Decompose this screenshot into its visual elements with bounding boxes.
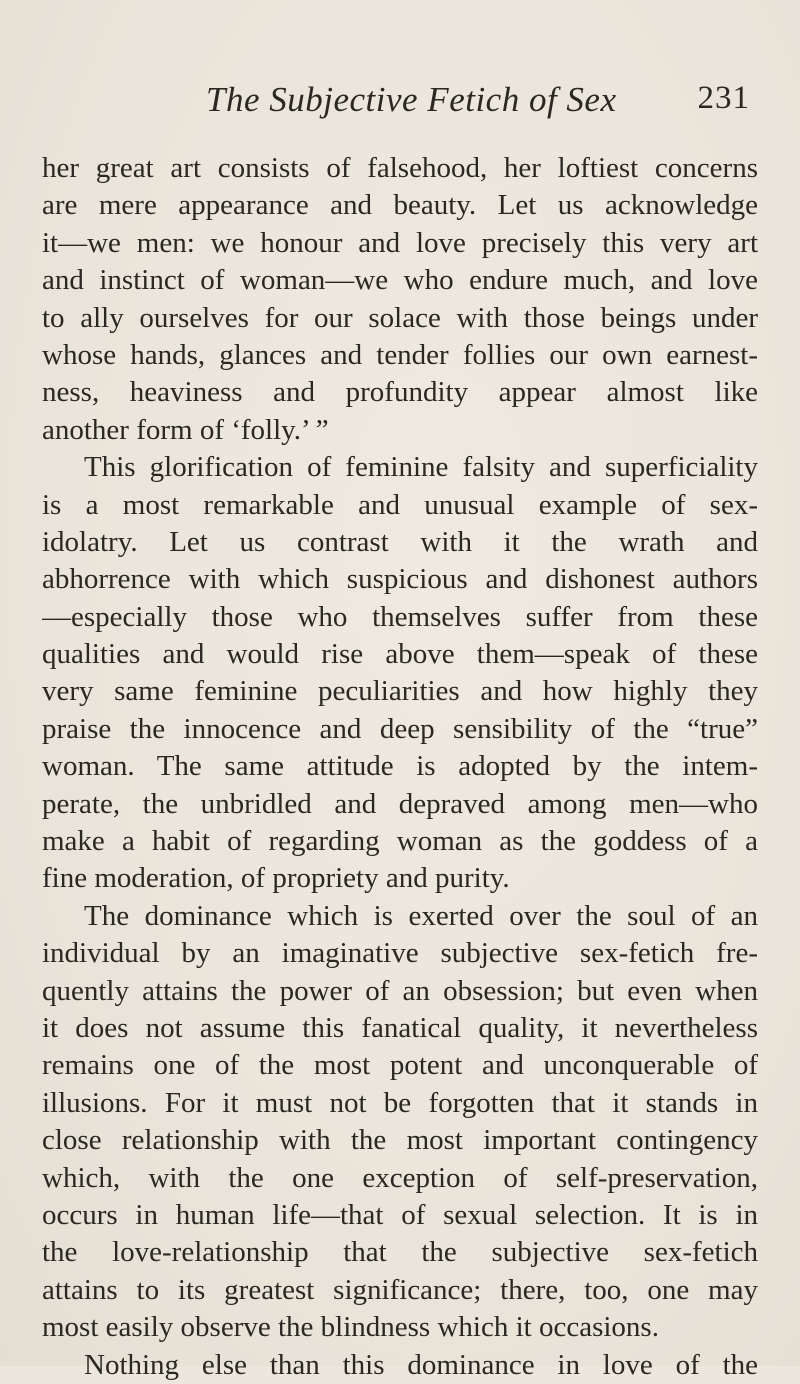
text-line: occurs in human life—that of sexual selection. It is in xyxy=(42,1198,758,1231)
text-line: perate, the unbridled and depraved among men—who xyxy=(42,787,758,820)
text-line: illusions. For it must not be forgotten that it stands in xyxy=(42,1086,758,1119)
text-line: fine moderation, of propriety and purity. xyxy=(42,862,510,895)
text-line: —especially those who themselves suffer from these xyxy=(42,600,758,633)
text-line: praise the innocence and deep sensibility of the “true” xyxy=(42,712,758,745)
text-line: it—we men: we honour and love precisely this very art xyxy=(42,226,758,259)
text-line: whose hands, glances and tender follies our own earnest- xyxy=(42,338,758,371)
text-line: idolatry. Let us contrast with it the wrath and xyxy=(42,525,758,558)
text-line: most easily observe the blindness which it occasions. xyxy=(42,1311,659,1344)
text-line: her great art consists of falsehood, her loftiest concerns xyxy=(42,152,758,184)
text-line: to ally ourselves for our solace with those beings under xyxy=(42,301,758,334)
running-title: The Subjective Fetich of Sex xyxy=(206,80,617,119)
text-line: qualities and would rise above them—speak of these xyxy=(42,638,758,671)
text-line: remains one of the most potent and unconquerable of xyxy=(42,1049,758,1082)
text-line: is a most remarkable and unusual example of sex- xyxy=(42,488,758,521)
paragraph-first-line: This glorification of feminine falsity and superficiality xyxy=(84,451,758,484)
page-number: 231 xyxy=(697,80,750,116)
body-text xyxy=(42,150,758,1384)
text-line: very same feminine peculiarities and how highly they xyxy=(42,675,758,708)
running-head xyxy=(190,80,750,120)
text-line: another form of ‘folly.’ ” xyxy=(42,413,329,446)
text-line: which, with the one exception of self-preservation, xyxy=(42,1161,758,1194)
text-line: quently attains the power of an obsession; but even when xyxy=(42,974,758,1007)
text-line: it does not assume this fanatical quality, it nevertheless xyxy=(42,1011,758,1044)
text-line: the love-relationship that the subjective sex-fetich xyxy=(42,1236,758,1269)
text-line: are mere appearance and beauty. Let us acknowledge xyxy=(42,189,758,222)
text-line: woman. The same attitude is adopted by the intem- xyxy=(42,750,758,783)
text-line: and instinct of woman—we who endure much, and love xyxy=(42,264,758,297)
text-line: close relationship with the most important contingency xyxy=(42,1124,758,1157)
paragraph-first-line: The dominance which is exerted over the soul of an xyxy=(84,899,758,932)
text-line: attains to its greatest significance; there, too, one may xyxy=(42,1273,758,1306)
text-line: ness, heaviness and profundity appear almost like xyxy=(42,376,758,409)
text-line: abhorrence with which suspicious and dishonest authors xyxy=(42,563,758,596)
paragraph-first-line: Nothing else than this dominance in love of the xyxy=(84,1348,758,1381)
text-line: individual by an imaginative subjective sex-fetich fre- xyxy=(42,937,758,970)
text-line: make a habit of regarding woman as the goddess of a xyxy=(42,825,758,858)
